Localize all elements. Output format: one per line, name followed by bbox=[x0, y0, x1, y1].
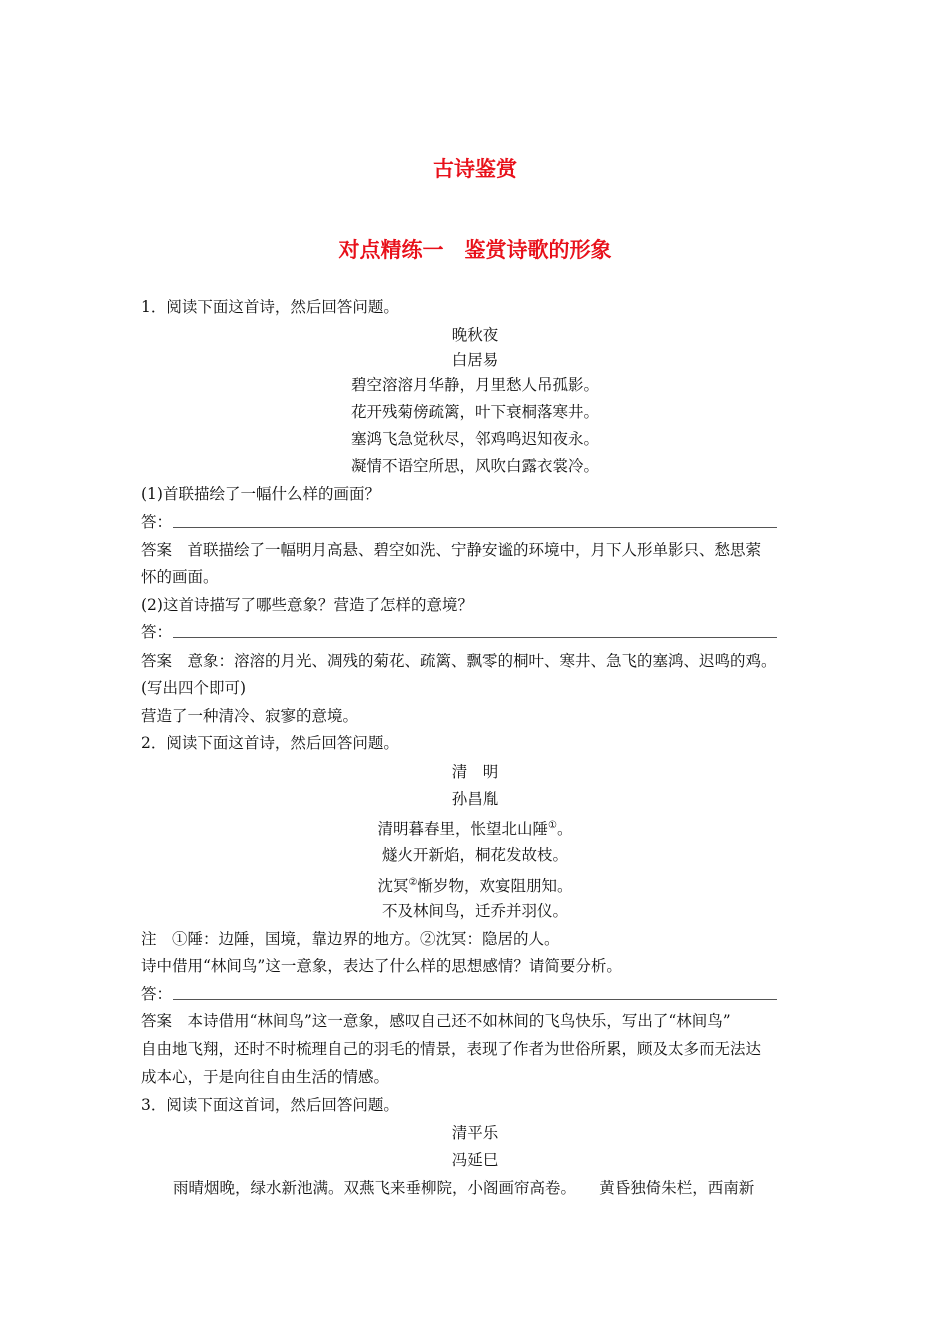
answer-label: 答： bbox=[141, 513, 173, 531]
q2-answer: 自由地飞翔，还时不时梳理自己的羽毛的情景，表现了作者为世俗所累，顾及太多而无法达 bbox=[141, 1040, 762, 1058]
q1-poem-author: 白居易 bbox=[451, 351, 499, 369]
q2-poem-line: 沈冥②惭岁物，欢宴阻朋知。 bbox=[377, 877, 573, 896]
q1-sub1-question: (1)首联描绘了一幅什么样的画面？ bbox=[141, 485, 380, 503]
q2-question: 诗中借用“林间鸟”这一意象，表达了什么样的思想感情？请简要分析。 bbox=[141, 957, 622, 975]
q1-sub2-question: (2)这首诗描写了哪些意象？营造了怎样的意境？ bbox=[141, 596, 473, 614]
q3-poem-author: 冯延巳 bbox=[451, 1151, 499, 1169]
q1-sub2-answer: 营造了一种清冷、寂寥的意境。 bbox=[141, 707, 359, 725]
q2-poem-line: 清明暮春里，怅望北山陲①。 bbox=[377, 820, 573, 839]
q1-poem-line: 塞鸿飞急觉秋尽，邻鸡鸣迟知夜永。 bbox=[350, 430, 599, 448]
q2-note: 注 ①陲：边陲，国境，靠边界的地方。②沈冥：隐居的人。 bbox=[141, 930, 560, 948]
q2-poem-line: 不及林间鸟，迁乔并羽仪。 bbox=[381, 902, 568, 920]
q1-prompt: 1．阅读下面这首诗，然后回答问题。 bbox=[141, 298, 399, 316]
footnote-marker: ② bbox=[408, 877, 418, 888]
answer-label: 答： bbox=[141, 985, 173, 1003]
q2-poem-title: 清 明 bbox=[451, 763, 499, 781]
q1-sub2-answer: (写出四个即可) bbox=[141, 679, 247, 697]
answer-blank-line[interactable] bbox=[173, 527, 777, 528]
q3-poem-title: 清平乐 bbox=[451, 1124, 499, 1142]
answer-blank-line[interactable] bbox=[173, 637, 777, 638]
q3-poem-line: 雨晴烟晚，绿水新池满。双燕飞来垂柳院，小阁画帘高卷。 黄昏独倚朱栏，西南新 bbox=[173, 1179, 755, 1197]
q1-poem-title: 晚秋夜 bbox=[451, 326, 499, 344]
section-title: 对点精练一 鉴赏诗歌的形象 bbox=[338, 238, 612, 262]
q2-answer: 成本心，于是向往自由生活的情感。 bbox=[141, 1068, 390, 1086]
q1-poem-line: 花开残菊傍疏篱，叶下衰桐落寒井。 bbox=[350, 403, 599, 421]
q3-prompt: 3．阅读下面这首词，然后回答问题。 bbox=[141, 1096, 399, 1114]
q2-poem-line: 燧火开新焰，桐花发故枝。 bbox=[381, 846, 568, 864]
answer-label: 答： bbox=[141, 623, 173, 641]
q1-poem-line: 凝情不语空所思，风吹白露衣裳冷。 bbox=[350, 457, 599, 475]
q2-prompt: 2．阅读下面这首诗，然后回答问题。 bbox=[141, 734, 399, 752]
q1-sub2-answer: 答案 意象：溶溶的月光、凋残的菊花、疏篱、飘零的桐叶、寒井、急飞的塞鸿、迟鸣的鸡。 bbox=[141, 652, 777, 670]
answer-blank-line[interactable] bbox=[173, 999, 777, 1000]
footnote-marker: ① bbox=[548, 820, 557, 831]
q1-poem-line: 碧空溶溶月华静，月里愁人吊孤影。 bbox=[350, 376, 599, 394]
q1-sub1-answer: 答案 首联描绘了一幅明月高悬、碧空如洗、宁静安谧的环境中，月下人形单影只、愁思萦 bbox=[141, 541, 762, 559]
page-title: 古诗鉴赏 bbox=[433, 157, 517, 181]
q2-poem-author: 孙昌胤 bbox=[451, 790, 499, 808]
q2-answer: 答案 本诗借用“林间鸟”这一意象，感叹自己还不如林间的飞鸟快乐，写出了“林间鸟” bbox=[141, 1012, 731, 1030]
q1-sub1-answer: 怀的画面。 bbox=[141, 568, 219, 586]
